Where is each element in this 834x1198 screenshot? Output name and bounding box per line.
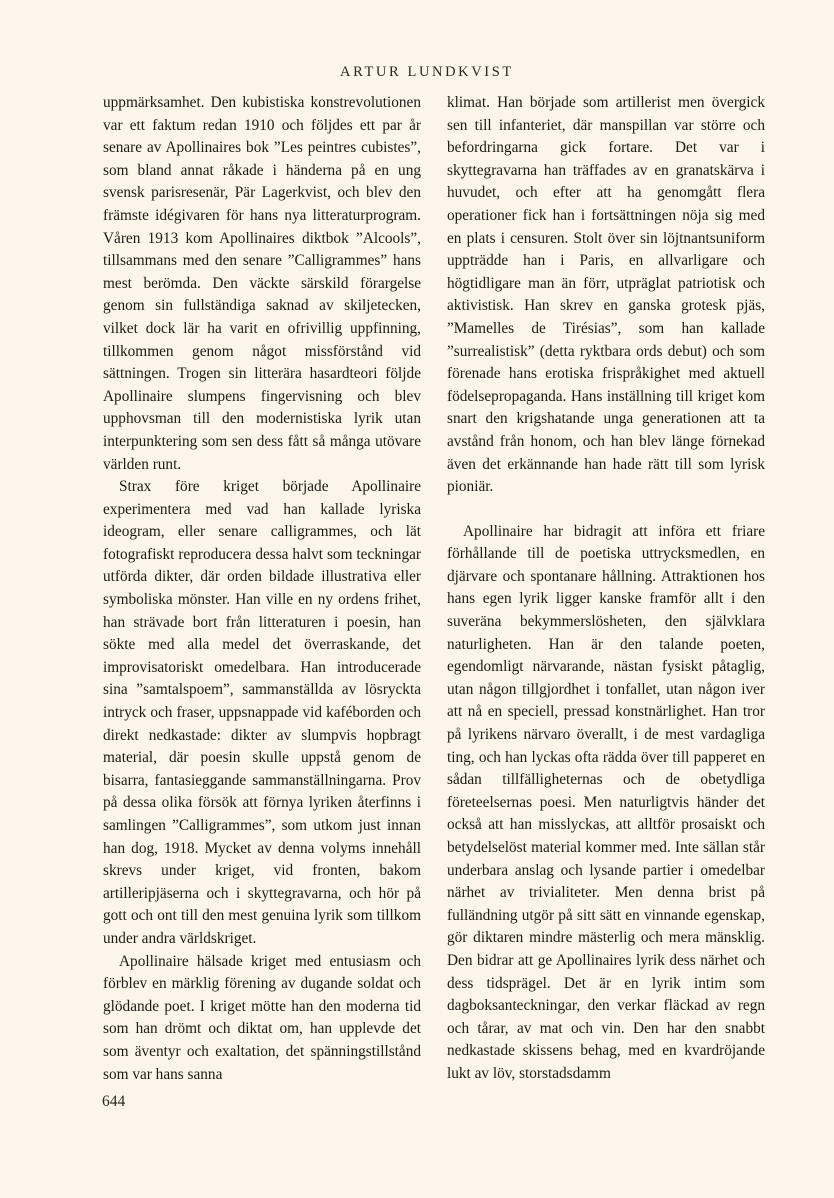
paragraph: klimat. Han började som artillerist men övergick sen till infanteriet, där manspillan var större och befordringarna gick fortare. Det var i skyttegravarna han träffades av en granatskärva i huvudet, och efter att ha genomgått flera operationer fick han i fortsättningen nöja sig med en plats i censuren. Stolt över sin löjtnantsuniform uppträdde han i Paris, en allvarligare och högtidligare man än förr, utpräglat patriotisk och aktivistisk. Han skrev en ganska grotesk pjäs, ”Mamelles de Tirésias”, som han kallade ”surrealistisk” (detta ryktbara ords debut) och som förenade hans erotiska frispråkighet med aktuell födelsepropaganda. Hans inställning till kriget kom snart den krigshatande unga generationen att ta avstånd från honom, och han blev länge förnekad även det erkännande han hade rätt till som lyrisk pioniär. bbox=[447, 94, 765, 496]
paragraph: uppmärksamhet. Den kubistiska konstrevolutionen var ett faktum redan 1910 och följdes ett par år senare av Apollinaires bok ”Les peintres cubistes”, som bland annat råkade i händerna på en ung svensk parisresenär, Pär Lagerkvist, och blev den främste idégivaren för hans nya litteraturprogram. Våren 1913 kom Apollinaires diktbok ”Alcools”, tillsammans med den senare ”Calligrammes” hans mest berömda. Den väckte särskild förargelse genom sin fullständiga saknad av skiljetecken, vilket dock lär ha varit en ofrivillig uppfinning, tillkommen genom något missförstånd vid sättningen. Trogen sin litterära hasardteori följde Apollinaire slumpens fingervisning och blev upphovsman till den modernistiska lyrik utan interpunktering som sen dess fått så många utövare världen runt. bbox=[103, 94, 421, 473]
right-column bbox=[447, 92, 765, 1086]
paragraph: Apollinaire hälsade kriget med entusiasm och förblev en märklig förening av dugande soldat och glödande poet. I kriget mötte han den moderna tid som han drömt och diktat om, han upplevde det som äventyr och exaltation, det spänningstillstånd som var hans sanna bbox=[103, 952, 421, 1083]
left-column bbox=[103, 92, 421, 1086]
paragraph: Apollinaire har bidragit att införa ett friare förhållande till de poetiska uttrycksmedlen, en djärvare och spontanare hållning. Attraktionen hos hans egen lyrik ligger kanske framför allt i den suveräna bekymmerslösheten, den självklara naturligheten. Han är den talande poeten, egendomligt närvarande, nästan fysiskt påtaglig, utan någon tillgjordhet i tonfallet, utan någon iver att nå en speciell, pressad konstnärlighet. Han tror på lyrikens närvaro överallt, i de mest vardagliga ting, och han lyckas ofta rädda över till papperet en sådan tillfälligheternas och de obetydliga företeelsernas poesi. Men naturligtvis händer det också att han misslyckas, att alltför prosaiskt och betydelselöst material kommer med. Inte sällan står underbara anslag och lysande partier i omedelbar närhet av trivialiteter. Men denna brist på fulländning utgör på sitt sätt en vinnande egenskap, gör diktaren mindre mästerlig och mera mänsklig. Den bidrar att ge Apollinaires lyrik dess närhet och dess tidsprägel. Det är en lyrik intim som dagboksanteckningar, den verkar fläckad av regn och tårar, av mat och vin. Den har den snabbt nedkastade skissens behag, med en kvardröjande lukt av löv, storstadsdamm bbox=[447, 522, 765, 1082]
page-number: 644 bbox=[102, 1093, 126, 1110]
paragraph: Strax före kriget började Apollinaire experimentera med vad han kallade lyriska ideogram, eller senare calligrammes, och lät fotografiskt reproducera dessa halvt som teckningar utförda dikter, där orden bildade illustrativa eller symboliska mönster. Han ville en ny ordens frihet, han strävade bort från litteraturen i poesin, han sökte med alla medel det överraskande, det improvisatoriskt omedelbara. Han introducerade sina ”samtalspoem”, sammanställda av lösryckta intryck och fraser, uppsnappade vid kaféborden och direkt nedkastade: dikter av slumpvis hopbragt material, där poesin skulle uppstå genom de bisarra, fantasieggande sammanställningarna. Prov på dessa olika försök att förnya lyriken återfinns i samlingen ”Calligrammes”, som utkom just innan han dog, 1918. Mycket av denna volyms innehåll skrevs under kriget, vid fronten, bakom artilleripjäserna och i skyttegravarna, och hör på gott och ont till den mest genuina lyrik som tillkom under andra världskriget. bbox=[103, 478, 421, 947]
running-head: ARTUR LUNDKVIST bbox=[340, 64, 514, 80]
